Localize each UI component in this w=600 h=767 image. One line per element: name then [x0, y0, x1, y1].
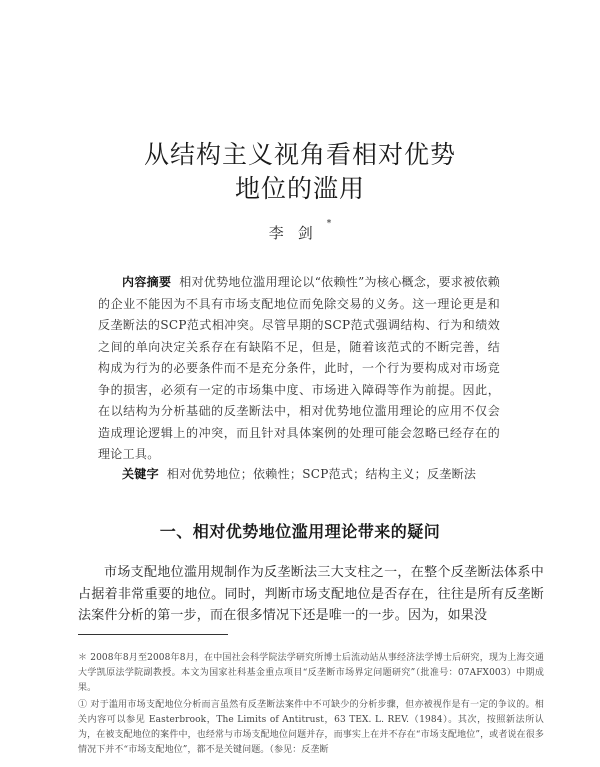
abstract-label: 内容摘要	[122, 275, 172, 289]
footnote-divider	[78, 634, 228, 635]
keywords-text: 相对优势地位；依赖性；SCP范式；结构主义；反垄断法	[166, 467, 477, 481]
article-title-line-2: 地位的滥用	[234, 174, 365, 203]
keywords	[98, 464, 500, 486]
author-line	[0, 219, 600, 243]
abstract-text: 相对优势地位滥用理论以“依赖性”为核心概念，要求被依赖的企业不能因为不具有市场支配地位而免除交易的义务。这一理论更是和反垄断法的SCP范式相冲突。尽管早期的SCP范式强调结构、行为和绩效之间的单向决定关系存在有缺陷不足，但是，随着该范式的不断完善，结构成为行为的必要条件而不是充分条件，此时，一个行为要构成对市场竞争的损害，必须有一定的市场集中度、市场进入障碍等作为前提。因此，在以结构为分析基础的反垄断法中，相对优势地位滥用理论的应用不仅会造成理论逻辑上的冲突，而且针对具体案例的处理可能会忽略已经存在的理论工具。	[98, 275, 501, 461]
body-paragraph: 市场支配地位滥用规制作为反垄断法三大支柱之一，在整个反垄断法体系中占据着非常重要的地位。同时，判断市场支配地位是否存在，往往是所有反垄断法案件分析的第一步，而在很多情况下还是唯一的一步。因为，如果没	[78, 565, 544, 623]
abstract	[98, 272, 500, 466]
footnote-author: ＊ 2008年8月至2008年8月，在中国社会科学院法学研究所博士后流动站从事经济法学博士后研究，现为上海交通大学凯原法学院副教授。本文为国家社科基金重点项目“反垄断市场界定问题研究”（批准号：07AFX003）中期成果。	[78, 653, 544, 693]
article-title-line-1: 从结构主义视角看相对优势	[143, 140, 456, 169]
section-heading: 一、相对优势地位滥用理论带来的疑问	[159, 522, 441, 541]
footnote-1: ① 对于滥用市场支配地位分析而言虽然有反垄断法案件中不可缺少的分析步骤，但亦被视作是有一定的争议的。相关内容可以参见 Easterbrook，The Limits of Antitrust，63 TEX. L. REV.（1984）。其次，按照新法所认为，在被支配地位的案件中，也经常与市场支配地位问题并存，而事实上在并不存在“市场支配地位”，或者说在很多情况下并不“市场支配地位”，都不是关键问题。（参见：反垄断	[78, 700, 544, 755]
keywords-label: 关键字	[122, 467, 159, 481]
author-footnote-mark: *	[326, 219, 332, 229]
author-name: 李剑	[268, 224, 327, 242]
